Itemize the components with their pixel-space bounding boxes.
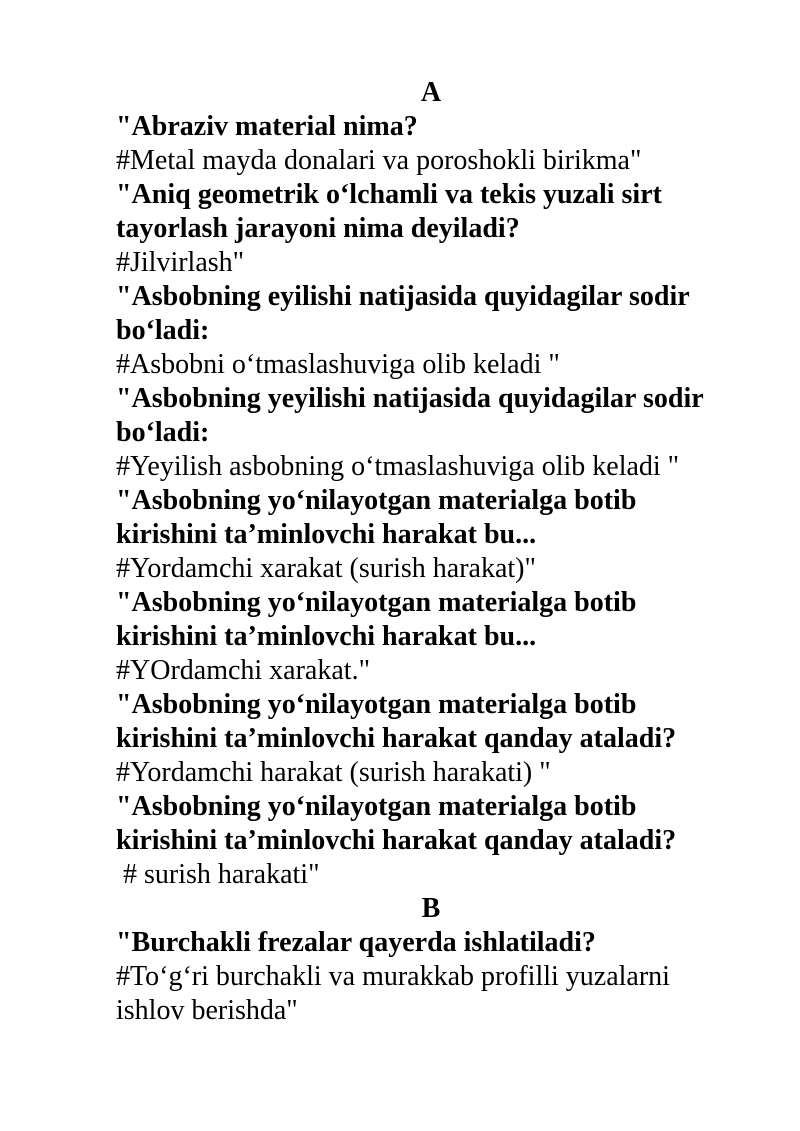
question-text: kirishini ta’minlovchi harakat bu... (116, 621, 537, 652)
section-a (116, 76, 746, 892)
qa-item (116, 790, 746, 892)
answer-text: #Metal mayda donalari va poroshokli birikma" (116, 145, 642, 176)
question-text: "Burchakli frezalar qayerda ishlatiladi? (116, 927, 596, 958)
answer-text: #Jilvirlash" (116, 247, 245, 278)
qa-item (116, 280, 746, 382)
section-b (116, 892, 746, 1028)
section-heading: B (421, 893, 441, 924)
answer-text: #To‘g‘ri burchakli va murakkab profilli yuzalarni (116, 961, 670, 992)
qa-item (116, 926, 746, 1028)
question-text: bo‘ladi: (116, 315, 210, 346)
document-page (116, 76, 746, 1028)
question-text: "Asbobning yeyilishi natijasida quyidagilar sodir (116, 383, 704, 414)
question-text: kirishini ta’minlovchi harakat qanday ataladi? (116, 825, 677, 856)
answer-text: #Yordamchi harakat (surish harakati) " (116, 757, 551, 788)
question-text: "Asbobning eyilishi natijasida quyidagilar sodir (116, 281, 690, 312)
answer-text: #Yordamchi xarakat (surish harakat)" (116, 553, 536, 584)
answer-text: #Asbobni o‘tmaslashuviga olib keladi " (116, 349, 560, 380)
qa-item (116, 178, 746, 280)
qa-item (116, 688, 746, 790)
answer-text: #Yeyilish asbobning o‘tmaslashuviga olib keladi " (116, 451, 680, 482)
qa-item (116, 484, 746, 586)
question-text: "Aniq geometrik o‘lchamli va tekis yuzali sirt (116, 179, 662, 210)
answer-text: ishlov berishda" (116, 995, 298, 1026)
question-text: kirishini ta’minlovchi harakat qanday ataladi? (116, 723, 677, 754)
question-text: "Asbobning yo‘nilayotgan materialga botib (116, 485, 637, 516)
answer-text: # surish harakati" (116, 859, 320, 890)
question-text: "Abraziv material nima? (116, 111, 418, 142)
qa-item (116, 110, 746, 178)
question-text: bo‘ladi: (116, 417, 210, 448)
answer-text: #YOrdamchi xarakat." (116, 655, 370, 686)
question-text: tayorlash jarayoni nima deyiladi? (116, 213, 520, 244)
question-text: "Asbobning yo‘nilayotgan materialga botib (116, 689, 637, 720)
qa-item (116, 382, 746, 484)
qa-item (116, 586, 746, 688)
section-heading: A (420, 77, 442, 108)
question-text: kirishini ta’minlovchi harakat bu... (116, 519, 537, 550)
question-text: "Asbobning yo‘nilayotgan materialga botib (116, 587, 637, 618)
question-text: "Asbobning yo‘nilayotgan materialga botib (116, 791, 637, 822)
